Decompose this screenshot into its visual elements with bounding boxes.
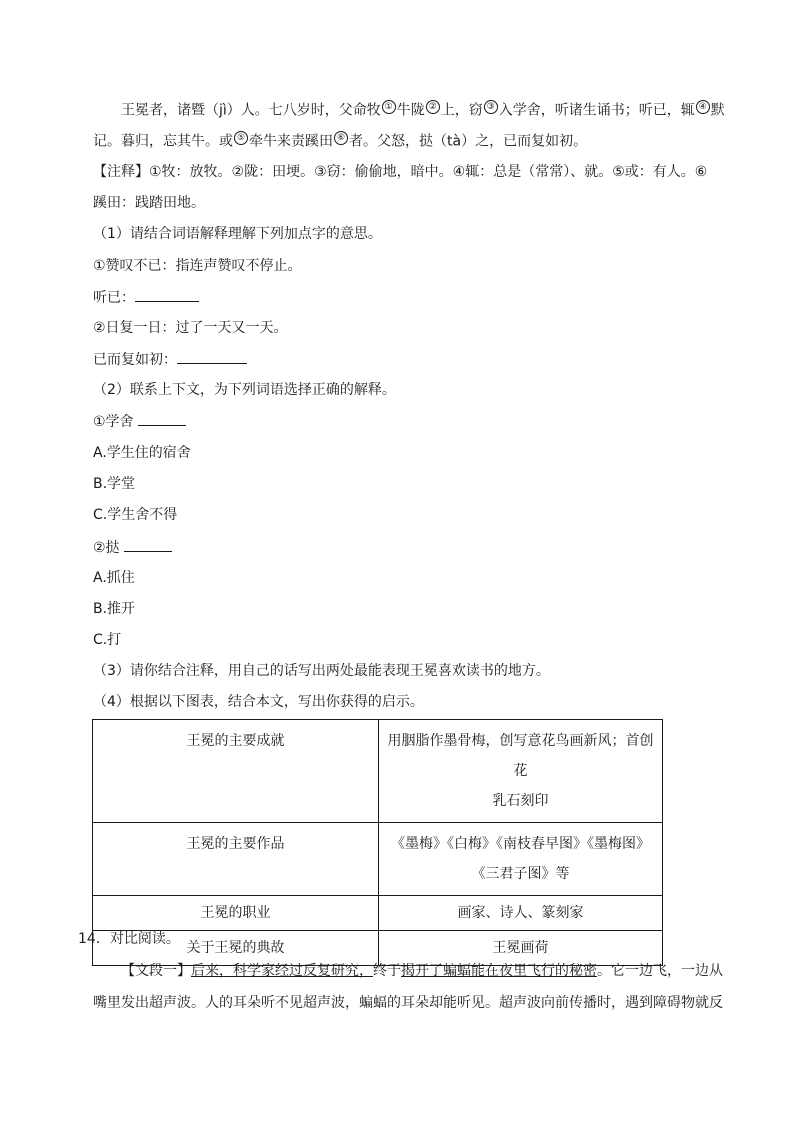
footnote-marker: ①	[382, 100, 396, 114]
q1-example-1: ①赞叹不已：指连声赞叹不停止。	[93, 258, 302, 274]
q3-prompt: （3）请你结合注释，用自己的话写出两处最能表现王冕喜欢读书的地方。	[93, 663, 550, 679]
passage-text: 默	[710, 102, 725, 119]
table-row	[93, 896, 663, 931]
table-row	[93, 720, 663, 823]
passage-tag: 【文段一】	[121, 963, 191, 979]
table-cell-label: 王冕的职业	[93, 896, 379, 931]
q1-item-2	[93, 349, 247, 370]
q14-passage-line-2: 嘴里发出超声波。人的耳朵听不见超声波，蝙蝠的耳朵却能听见。超声波向前传播时，遇到障碍物就反	[93, 995, 723, 1011]
q4-prompt: （4）根据以下图表，结合本文，写出你获得的启示。	[93, 694, 424, 710]
table-cell-value	[379, 823, 663, 896]
passage-text: 王冕者，诸暨（jì）人。七八岁时，父命牧	[121, 102, 381, 119]
q2-prompt: （2）联系上下文，为下列词语选择正确的解释。	[93, 382, 396, 398]
notes-line-1: 【注释】①牧：放牧。②陇：田埂。③窃：偷偷地，暗中。④辄：总是（常常）、就。⑤或：有人。⑥	[93, 164, 708, 180]
table-cell-label: 王冕的主要成就	[93, 720, 379, 823]
table-cell-value: 王冕画荷	[379, 931, 663, 966]
table-cell-text: 用胭脂作墨骨梅，创写意花鸟画新风；首创花	[387, 733, 654, 779]
table-cell-label: 王冕的主要作品	[93, 823, 379, 896]
q1-prompt: （1）请结合词语解释理解下列加点字的意思。	[93, 226, 382, 242]
passage-text: 者。父怒，挞（tà）之，已而复如初。	[349, 133, 588, 150]
passage-text: 记。暮归，忘其牛。或	[93, 133, 233, 150]
table-cell-value	[379, 720, 663, 823]
passage-text: 入学舍，听诸生诵书；听已，辄	[498, 102, 695, 119]
footnote-marker: ⑥	[334, 131, 348, 145]
footnote-marker: ④	[696, 100, 710, 114]
notes-line-2: 蹊田：践踏田地。	[93, 195, 205, 211]
q1-item-1	[93, 287, 199, 308]
passage-text: 上，窃	[440, 102, 483, 119]
q2-item-2	[93, 537, 172, 558]
q2-item-1	[93, 411, 186, 432]
passage-text: 牵牛来责蹊田	[249, 133, 333, 150]
q1-item-1-label: 听已：	[93, 290, 135, 306]
passage-text: 牛陇	[396, 102, 425, 119]
q2-item-1-option-c: C.学生舍不得	[93, 507, 178, 523]
q2-item-2-option-a: A.抓住	[93, 570, 135, 586]
q2-item-1-label: ①学舍	[93, 414, 134, 430]
passage-text: 。它一边飞，一边从	[597, 963, 723, 979]
answer-blank[interactable]	[124, 537, 172, 552]
footnote-marker: ②	[426, 100, 440, 114]
q2-item-1-option-a: A.学生住的宿舍	[93, 445, 191, 461]
q2-item-2-option-c: C.打	[93, 632, 122, 648]
q1-item-2-label: 已而复如初：	[93, 352, 177, 368]
q2-item-1-option-b: B.学堂	[93, 476, 136, 492]
table-row	[93, 823, 663, 896]
q1-example-2: ②日复一日：过了一天又一天。	[93, 320, 288, 336]
table-cell-label: 关于王冕的典故	[93, 931, 379, 966]
answer-blank[interactable]	[138, 411, 186, 426]
q14-passage-line-1	[121, 961, 723, 981]
passage-line-2	[93, 131, 587, 152]
underlined-text: 揭开了蝙蝠能在夜里飞行的秘密	[401, 963, 597, 979]
table-cell-value: 画家、诗人、篆刻家	[379, 896, 663, 931]
q2-item-2-option-b: B.推开	[93, 601, 136, 617]
table-cell-text: 《墨梅》《白梅》《南枝春早图》《墨梅图》	[391, 836, 650, 852]
answer-blank[interactable]	[135, 287, 199, 302]
q2-item-2-label: ②挞	[93, 540, 120, 556]
answer-blank[interactable]	[177, 349, 247, 364]
passage-text: 终于	[373, 963, 401, 979]
q14-title: 14．对比阅读。	[78, 931, 180, 947]
footnote-marker: ⑤	[234, 131, 248, 145]
table-cell-text: 乳石刻印	[492, 793, 549, 809]
table-cell-text: 《三君子图》等	[471, 866, 570, 882]
footnote-marker: ③	[484, 100, 498, 114]
passage-line-1	[121, 100, 725, 121]
underlined-text: 后来，科学家经过反复研究，	[191, 963, 373, 979]
